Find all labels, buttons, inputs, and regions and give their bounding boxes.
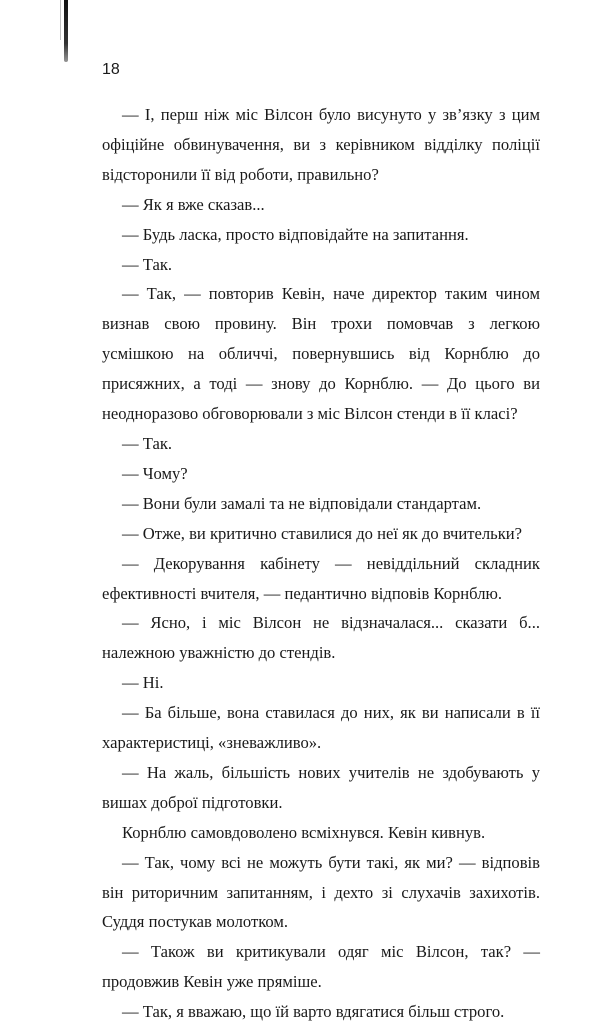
paragraph: Корнблю самовдоволено всміхнувся. Кевін кивнув. xyxy=(122,822,486,842)
page-edge-shadow xyxy=(60,0,61,40)
paragraph: — Ні. xyxy=(122,673,164,693)
paragraph: — На жаль, більшість нових учителів не здобувають у вишах доброї підготовки. xyxy=(102,762,540,812)
paragraph: — Будь ласка, просто відповідайте на запитання. xyxy=(122,224,469,244)
paragraph: — Так. xyxy=(122,254,173,274)
paragraph: — Так, — повторив Кевін, наче директор таким чином визнав свою провину. Він трохи помовчав з легкою усмішкою на обличчі, повернувшись від Корнблю до присяжних, а тоді — знову до Корнблю. — До цього ви неодноразово обговорювали з міс Вілсон стенди в її класі? xyxy=(102,284,540,424)
paragraph: — Так, чому всі не можуть бути такі, як ми? — відповів він риторичним запитанням, і дехто зі слухачів захихотів. Суддя постукав молотком. xyxy=(102,852,540,932)
paragraph: — Чому? xyxy=(122,463,188,483)
body-text xyxy=(102,100,540,1027)
paragraph: — І, перш ніж міс Вілсон було висунуто у зв’язку з цим офіційне обвинувачення, ви з керівником відділку поліції відсторонили її від роботи, правильно? xyxy=(102,105,540,184)
paragraph: — Отже, ви критично ставилися до неї як до вчительки? xyxy=(122,523,523,543)
paragraph: — Ба більше, вона ставилася до них, як ви написали в її характеристиці, «зневажливо». xyxy=(102,703,540,753)
paragraph: — Декорування кабінету — невіддільний складник ефективності вчителя, — педантично відповів Корнблю. xyxy=(102,553,540,603)
page-edge xyxy=(64,0,68,62)
paragraph: — Так. xyxy=(122,433,173,453)
paragraph: — Також ви критикували одяг міс Вілсон, так? — продовжив Кевін уже пряміше. xyxy=(102,942,540,992)
paragraph: — Так, я вважаю, що їй варто вдягатися більш строго. xyxy=(122,1002,505,1022)
paragraph: — Вони були замалі та не відповідали стандартам. xyxy=(122,493,482,513)
paragraph: — Як я вже сказав... xyxy=(122,194,265,214)
paragraph: — Ясно, і міс Вілсон не відзначалася... сказати б... належною уважністю до стендів. xyxy=(102,613,540,663)
page-number: 18 xyxy=(102,61,120,78)
